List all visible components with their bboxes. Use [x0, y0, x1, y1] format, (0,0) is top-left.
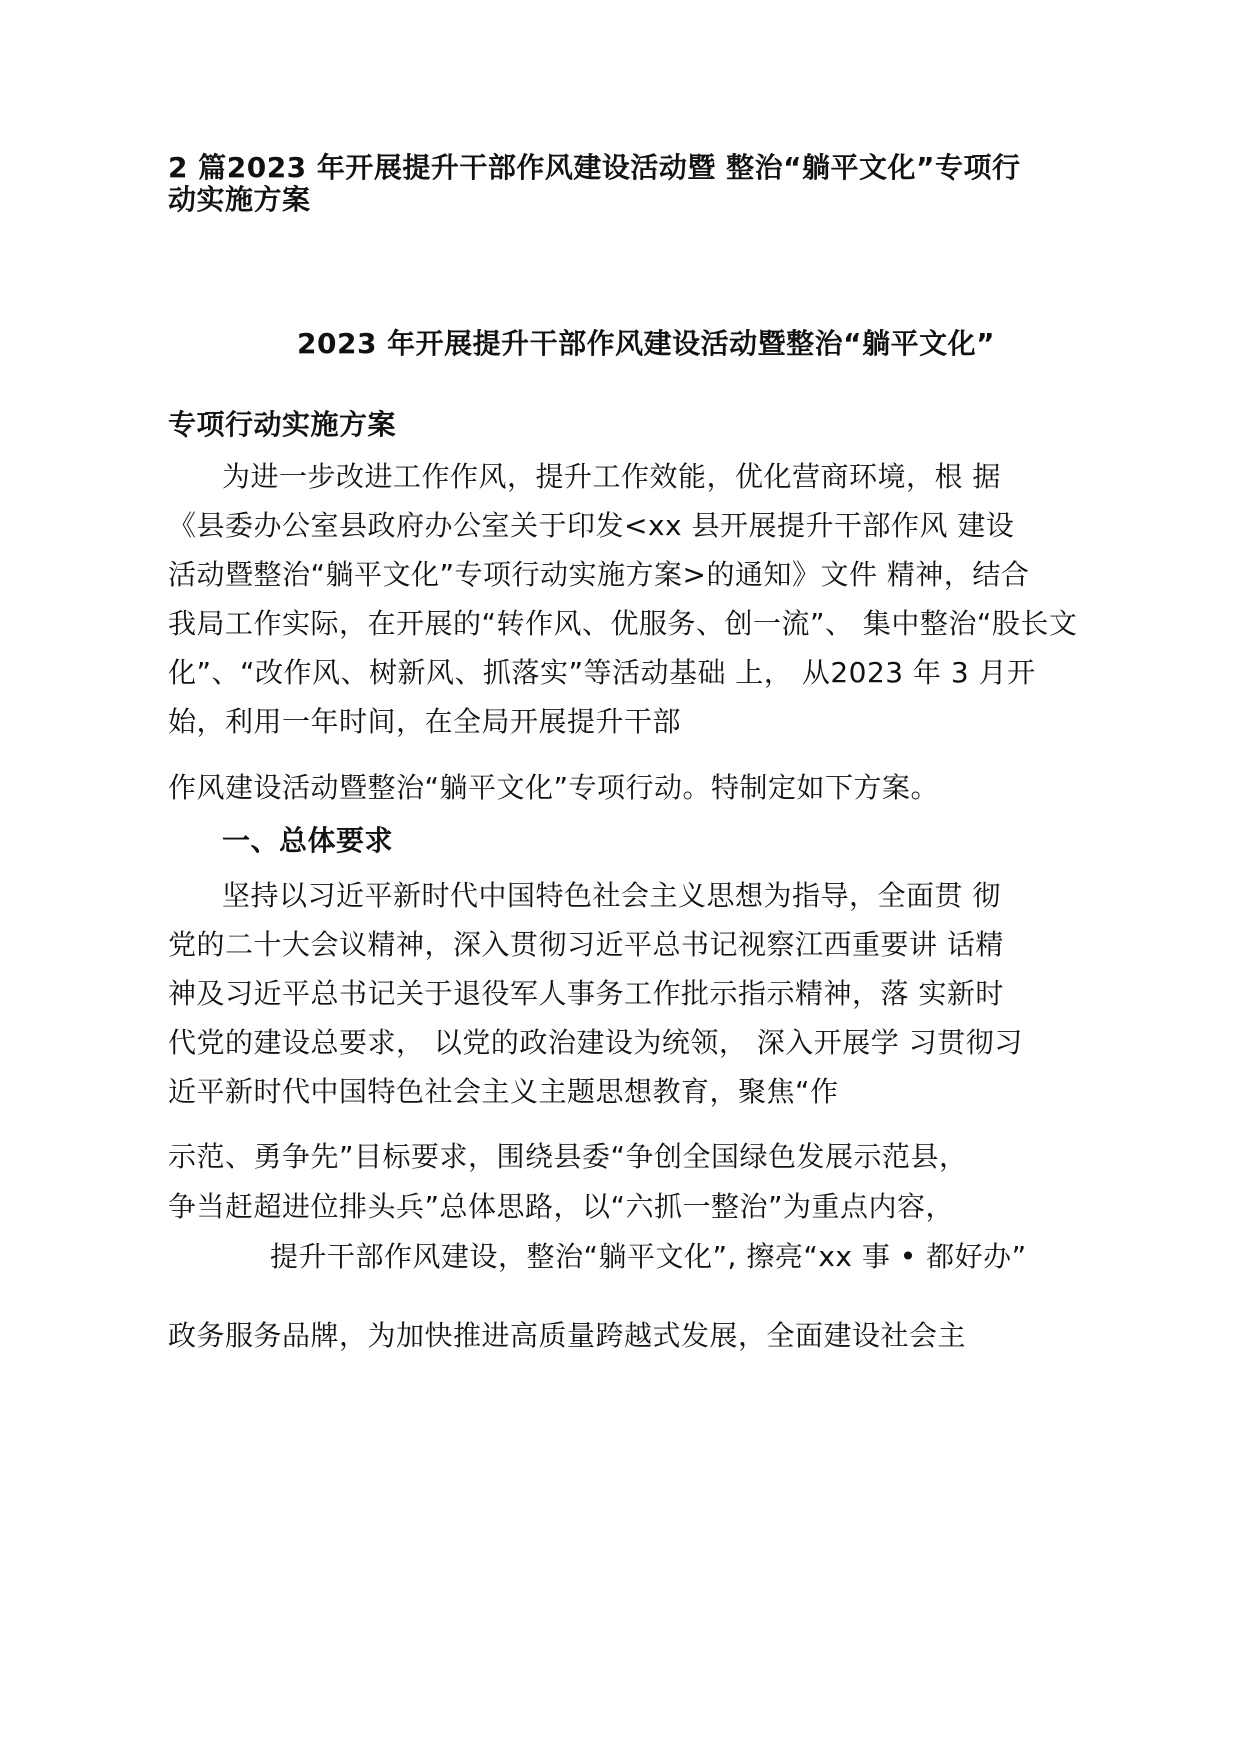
intro-line-7: 作风建设活动暨整治“躺平文化”专项行动。特制定如下方案。	[168, 771, 940, 804]
part-one-line-2: 党的二十大会议精神，深入贯彻习近平总书记视察江西重要讲 话精	[168, 928, 1004, 961]
part-one-line-7: 争当赶超进位排头兵”总体思路，以“六抓一整治”为重点内容，	[168, 1190, 955, 1223]
part-one-line-3: 神及习近平总书记关于退役军人事务工作批示指示精神，落 实新时	[168, 977, 1004, 1010]
section-title-line-1: 2023 年开展提升干部作风建设活动暨整治“躺平文化”	[297, 327, 995, 360]
part-one-line-8: 提升干部作风建设，整治“躺平文化”, 擦亮“xx 事 • 都好办”	[270, 1240, 1027, 1273]
intro-line-1: 为进一步改进工作作风，提升工作效能，优化营商环境，根 据	[222, 460, 1001, 493]
doc-title-line-2: 动实施方案	[168, 183, 311, 216]
intro-line-4: 我局工作实际，在开展的“转作风、优服务、创一流”、 集中整治“股长文	[168, 607, 1078, 640]
part-one-line-1: 坚持以习近平新时代中国特色社会主义思想为指导，全面贯 彻	[222, 879, 1001, 912]
part-one-heading: 一、总体要求	[222, 824, 394, 857]
intro-line-2: 《县委办公室县政府办公室关于印发<xx 县开展提升干部作风 建设	[168, 509, 1015, 542]
intro-line-6: 始，利用一年时间，在全局开展提升干部	[168, 705, 682, 738]
doc-title-line-1: 2 篇2023 年开展提升干部作风建设活动暨 整治“躺平文化”专项行	[168, 151, 1021, 184]
part-one-line-6: 示范、勇争先”目标要求，围绕县委“争创全国绿色发展示范县，	[168, 1140, 968, 1173]
part-one-line-5: 近平新时代中国特色社会主义主题思想教育，聚焦“作	[168, 1075, 839, 1108]
intro-line-5: 化”、“改作风、树新风、抓落实”等活动基础 上， 从2023 年 3 月开	[168, 656, 1036, 689]
part-one-line-9: 政务服务品牌，为加快推进高质量跨越式发展，全面建设社会主	[168, 1319, 967, 1352]
part-one-line-4: 代党的建设总要求， 以党的政治建设为统领， 深入开展学 习贯彻习	[168, 1026, 1023, 1059]
section-title-line-2: 专项行动实施方案	[168, 408, 397, 441]
intro-line-3: 活动暨整治“躺平文化”专项行动实施方案>的通知》文件 精神，结合	[168, 558, 1030, 591]
